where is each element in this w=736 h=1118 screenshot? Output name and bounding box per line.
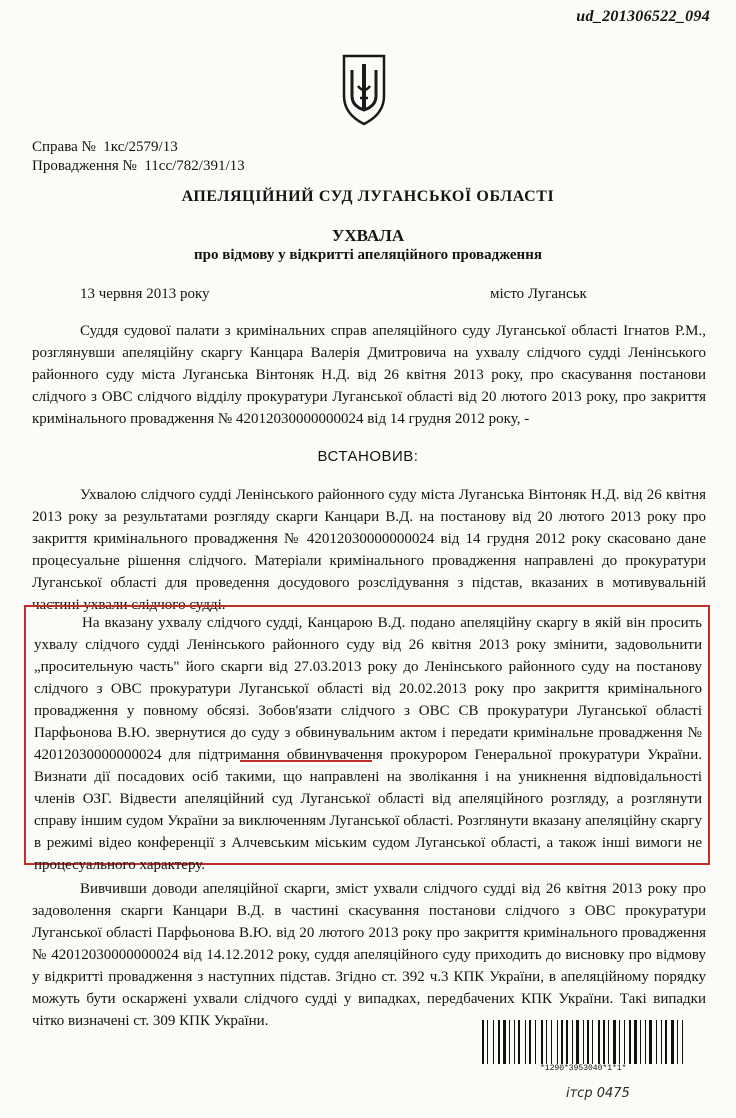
proceeding-number: 11сс/782/391/13 (144, 158, 245, 174)
document-title: УХВАЛА (331, 226, 405, 245)
ruling-paragraph: Ухвалою слідчого судді Ленінського районного суду міста Луганська Вінтоняк Н.Д. від 26 квітня 2013 року за результатами розгляду скарги Канцари В.Д. на постанову від 20 лютого 2013 року про закриття кримінального провадження № 42012030000000024 від 14 грудня 2012 року скасовано дане процесуальне рішення слідчого. Матеріали кримінального провадження направлені до прокуратури Луганської області для проведення досудового розслідування з підстав, вказаних в мотивувальній частині ухвали слідчого судді. (32, 487, 706, 613)
case-label: Справа № (32, 139, 96, 155)
study-paragraph: Вивчивши доводи апеляційної скарги, зміст ухвали слідчого судді від 26 квітня 2013 року про задоволення скарги Канцари В.Д. в частині скасування постанови слідчого з ОВС прокуратури Луганської області Парфьонова В.Ю. від 20 лютого 2013 року про закриття кримінального провадження № 42012030000000024 від 14.12.2012 року, суддя апеляційного суду приходить до висновку про відмову у відкритті провадження з наступних підстав. Згідно ст. 392 ч.3 КПК України, в апеляційному порядку можуть бути оскаржені ухвали слідчого судді у випадках, передбачених КПК України. Такі випадки чітко визначені ст. 309 КПК України. (32, 881, 706, 1029)
barcode-text: *1290*3953040*1*1* (540, 1064, 627, 1073)
appeal-paragraph: На вказану ухвалу слідчого судді, Канцарою В.Д. подано апеляційну скаргу в якій він просить ухвалу слідчого судді Ленінського районного суду від 26 квітня 2013 року змінити, задовольнити „просительную часть" його скарги від 27.03.2013 року до Ленінського районного суду на постанову слідчого з ОВС прокуратури Луганської області від 20.02.2013 року про закриття кримінального провадження у повному обсязі. Зобов'язати слідчого з ОВС СВ прокуратури Луганської області Парфьонова В.Ю. звернутися до суду з обвинувальним актом і передати кримінальне провадження № 42012030000000024 для підтримання обвинувачення прокурором Генеральної прокуратури України. Визнати дії посадових осіб такими, що направлені на зволікання і на уникнення відповідальності членів ОЗГ. Відвести апеляційний суд Луганської області від апеляційного розгляду, а розглянути справу іншим судом України за виключенням Луганської області. Розглянути вказану апеляційну скаргу в режимі відео конференції з Алчевським міським судом Луганської області, а також інші вимоги не процесуального характеру. (34, 615, 702, 873)
established-heading: ВСТАНОВИВ: (317, 448, 419, 465)
case-number: 1кс/2579/13 (103, 139, 178, 155)
case-info (32, 138, 245, 176)
highlight-underline (240, 760, 372, 762)
trident-emblem-icon (338, 52, 390, 126)
case-number-row (32, 138, 245, 157)
ruling-city: місто Луганськ (490, 286, 587, 302)
proceeding-number-row (32, 157, 245, 176)
intro-paragraph: Суддя судової палати з кримінальних справ апеляційного суду Луганської області Ігнатов Р.М., розглянувши апеляційну скаргу Канцара Валерія Дмитровича на ухвалу слідчого судді Ленінського районного суду міста Луганська Вінтоняк Н.Д. від 26 квітня 2013 року, про скасування постанови слідчого з ОВС слідчого відділу прокуратури Луганської області від 20 лютого 2013 року, про закриття кримінального провадження № 42012030000000024 від 14 грудня 2012 року, - (32, 323, 706, 427)
document-subtitle: про відмову у відкритті апеляційного провадження (194, 247, 542, 263)
ruling-date: 13 червня 2013 року (80, 286, 210, 302)
barcode (482, 1020, 714, 1064)
court-name: АПЕЛЯЦІЙНИЙ СУД ЛУГАНСЬКОЇ ОБЛАСТІ (181, 188, 555, 205)
proceeding-label: Провадження № (32, 158, 137, 174)
document-id: ud_201306522_094 (576, 8, 710, 25)
handwritten-note: ітср 0475 (566, 1086, 630, 1101)
